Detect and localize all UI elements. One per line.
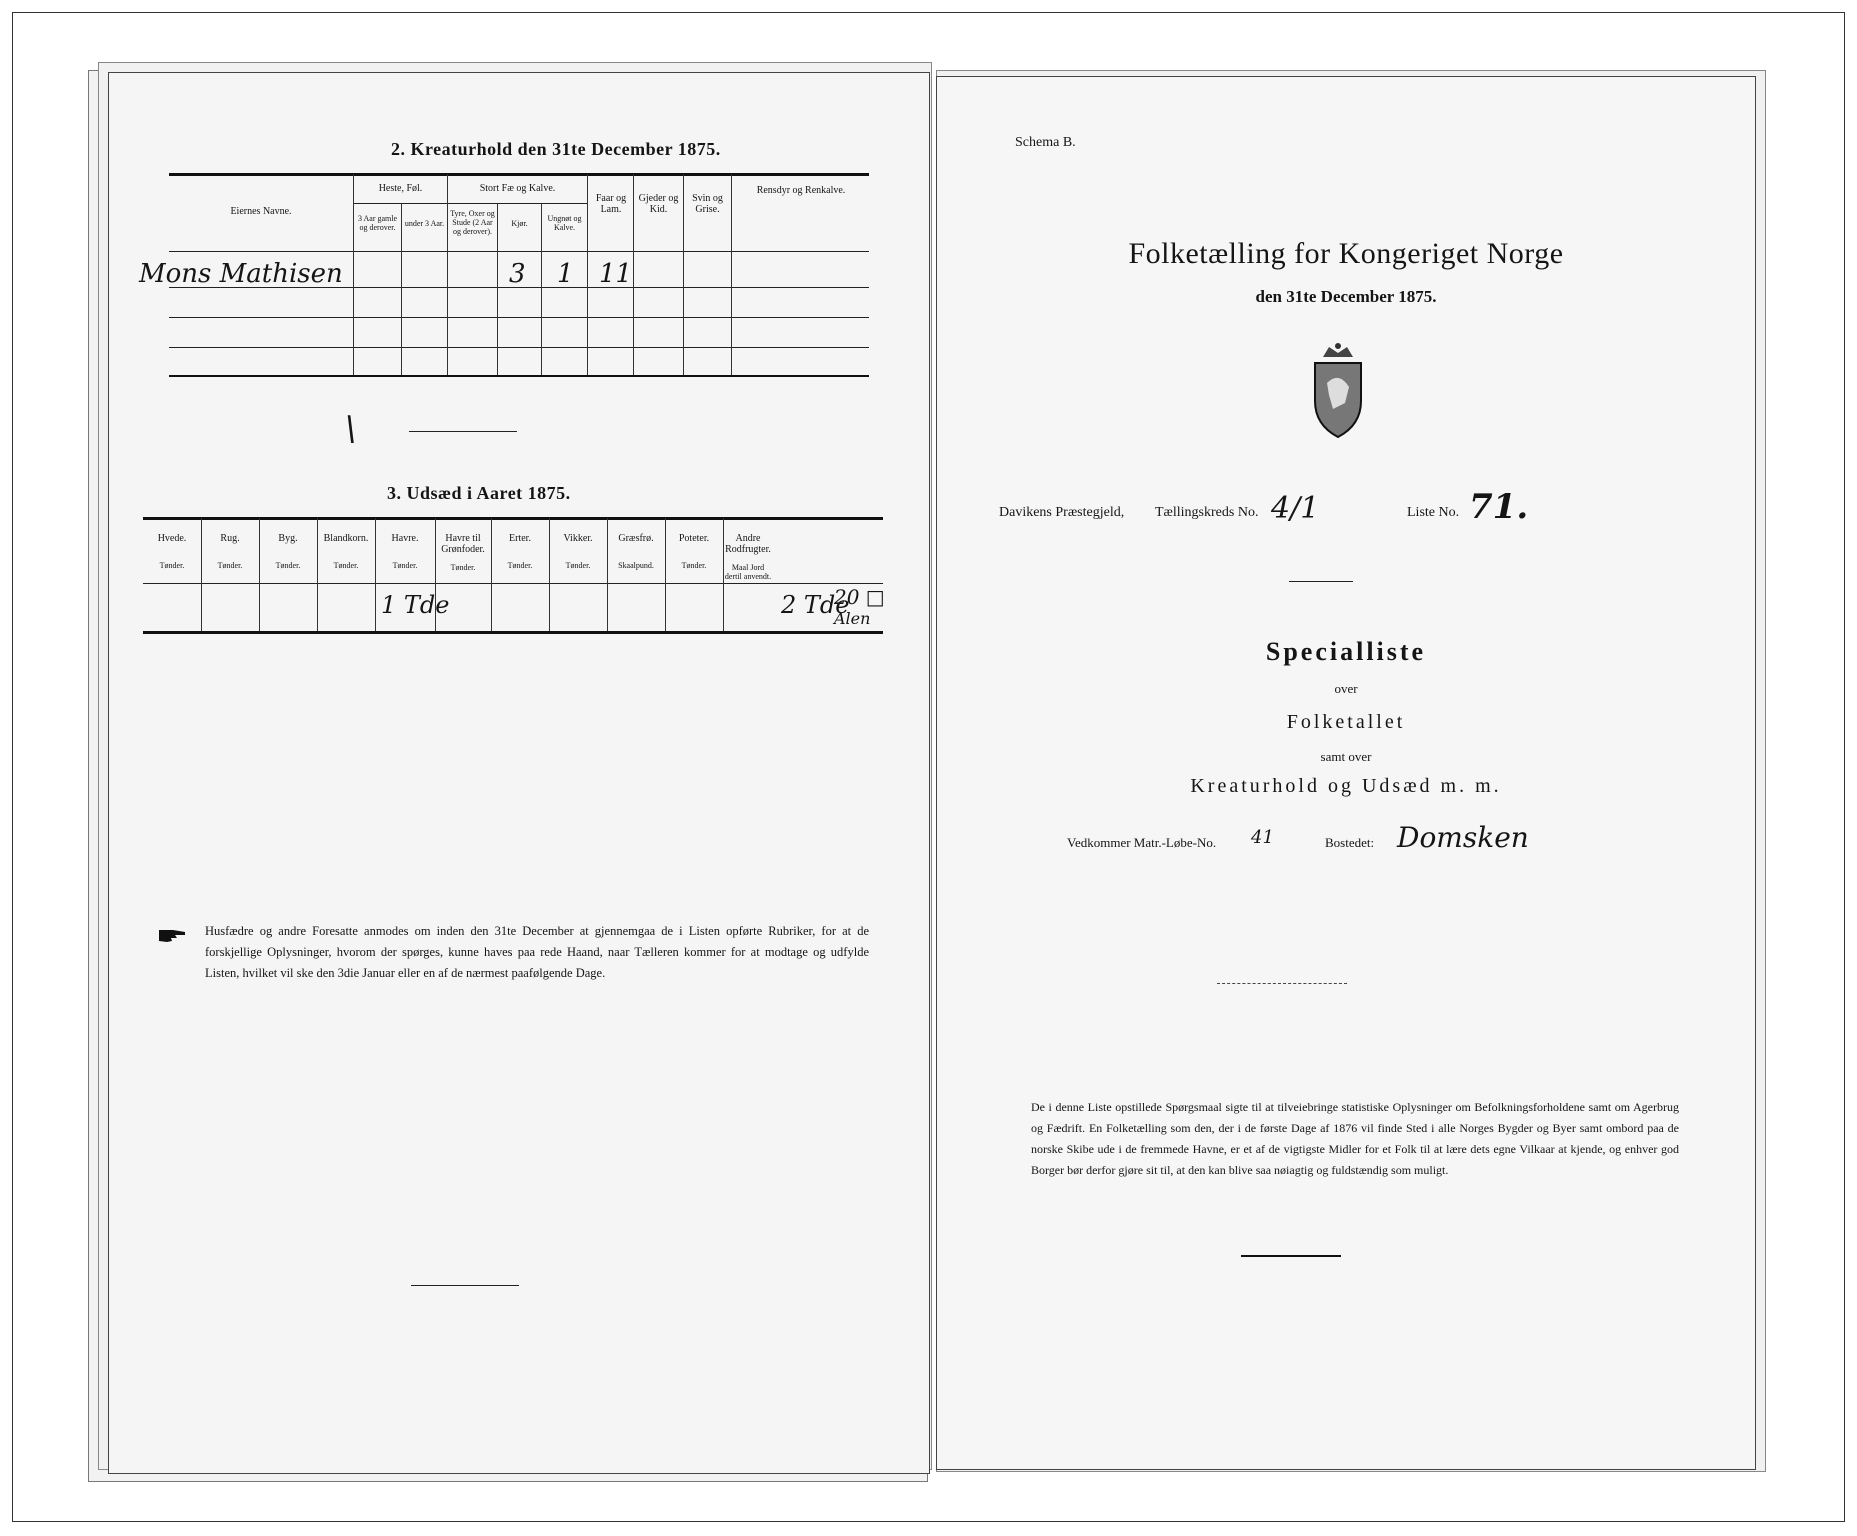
seed-col-unit: Tønder.: [565, 561, 591, 570]
pointing-hand-icon: [157, 925, 187, 947]
seed-col-unit: Tønder.: [333, 561, 359, 570]
andre-value: 20 □: [834, 585, 885, 609]
seed-col-unit: Tønder.: [275, 561, 301, 570]
kreaturhold-text: Kreaturhold og Udsæd m. m.: [1190, 775, 1502, 797]
col-sheep: Faar og Lam.: [595, 193, 627, 215]
slash-mark: \: [345, 409, 357, 449]
seed-col-name: Erter.: [509, 533, 531, 544]
col-young-cattle: Ungnøt og Kalve.: [547, 214, 582, 232]
seed-col-unit: Tønder.: [159, 561, 185, 570]
seed-col-name: Poteter.: [678, 533, 710, 544]
specialliste-heading: Specialliste: [1265, 637, 1427, 666]
bosted-label: Bostedet:: [1325, 835, 1375, 850]
col-horses-adult: 3 Aar gamle og derover.: [357, 214, 398, 232]
census-title: Folketælling for Kongeriget Norge: [1128, 237, 1564, 270]
seed-col-unit: Skaalpund.: [618, 561, 654, 570]
col-horses-young: under 3 Aar.: [404, 219, 445, 228]
folketallet-text: Folketallet: [1286, 711, 1406, 733]
col-bulls: Tyre, Oxer og Stude (2 Aar og derover).: [450, 209, 495, 236]
divider: [1289, 581, 1353, 582]
seed-col-unit: Maal Jord dertil anvendt.: [724, 563, 772, 581]
section3-title: 3. Udsæd i Aaret 1875.: [387, 483, 571, 503]
col-goats: Gjeder og Kid.: [638, 193, 679, 215]
over-text: over: [1334, 681, 1358, 696]
right-page: [936, 76, 1756, 1470]
parish-label: Davikens Præstegjeld,: [999, 505, 1125, 520]
col-reindeer: Rensdyr og Renkalve.: [756, 185, 846, 196]
seed-col-unit: Tønder.: [450, 563, 476, 572]
coat-of-arms-icon: [1303, 343, 1373, 439]
seed-col-name: Andre Rodfrugter.: [725, 533, 771, 555]
seed-col-name: Havre til Grønfoder.: [441, 533, 485, 555]
list-value: 71.: [1469, 487, 1529, 527]
seed-col-name: Havre.: [391, 533, 419, 544]
young-cattle-value: 1: [557, 259, 574, 289]
left-notice: Husfædre og andre Foresatte anmodes om inden den 31te December at gjennemgaa de i Listen opførte Rubriker, for at de forskjellige Oplysninger, hvorom der spørges, kunne haves paa rede Haand, naar Tælleren kommer for at modtage og udfylde Listen, hvilket vil ske den 3die Januar eller en af de nærmest paafølgende Dage.: [205, 924, 869, 980]
seed-col-unit: Tønder.: [392, 561, 418, 570]
col-owner: Eiernes Navne.: [230, 206, 292, 217]
divider: [1241, 1255, 1341, 1257]
matr-label: Vedkommer Matr.-Løbe-No.: [1067, 835, 1217, 850]
district-value: 4/1: [1271, 491, 1320, 526]
section2-title: 2. Kreaturhold den 31te December 1875.: [391, 139, 721, 159]
seed-col-name: Vikker.: [563, 533, 593, 544]
col-cattle: Stort Fæ og Kalve.: [479, 183, 556, 194]
seed-col-name: Hvede.: [157, 533, 187, 544]
havre-value: 1 Tde: [381, 591, 450, 619]
divider: [1217, 983, 1347, 984]
list-label: Liste No.: [1407, 505, 1460, 520]
divider: [409, 431, 517, 432]
samt-over-text: samt over: [1320, 749, 1372, 764]
poteter-value: 2 Tde: [781, 591, 850, 619]
seed-col-name: Rug.: [220, 533, 240, 544]
andre-unit: Alen: [834, 609, 871, 628]
right-notice: De i denne Liste opstillede Spørgsmaal sigte til at tilveiebringe statistiske Oplysninger om Befolkningsforholdene samt om Agerbrug og Fædrift. En Folketælling som den, der i de første Dage af 1876 vil finde Sted i alle Norges Bygder og Byer samt ombord paa de norske Skibe ude i de fremmede Havne, er et af de vigtigste Midler for et Folk til at lære dets egne Vilkaar at kjende, og enhver god Borger bør derfor gjøre sit til, at den kan blive saa nøiagtig og fuldstændig som muligt.: [1031, 1100, 1679, 1177]
district-label: Tællingskreds No.: [1155, 505, 1259, 520]
col-horses: Heste, Føl.: [378, 183, 423, 194]
cows-value: 3: [509, 259, 526, 289]
divider: [411, 1285, 519, 1286]
owner-name: Mons Mathisen: [139, 259, 343, 289]
col-pigs: Svin og Grise.: [692, 193, 723, 215]
seed-col-name: Byg.: [278, 533, 298, 544]
seed-col-unit: Tønder.: [217, 561, 243, 570]
seed-col-name: Blandkorn.: [323, 533, 369, 544]
seed-col-unit: Tønder.: [507, 561, 533, 570]
matr-value: 41: [1251, 827, 1274, 848]
seed-col-unit: Tønder.: [681, 561, 707, 570]
left-page: [108, 72, 930, 1474]
seed-col-name: Græsfrø.: [618, 533, 654, 544]
bosted-value: Domsken: [1397, 821, 1529, 854]
schema-label: Schema B.: [1015, 135, 1076, 150]
col-cows: Kjør.: [511, 219, 528, 228]
census-date: den 31te December 1875.: [1255, 287, 1437, 306]
sheep-value: 11: [599, 259, 633, 289]
